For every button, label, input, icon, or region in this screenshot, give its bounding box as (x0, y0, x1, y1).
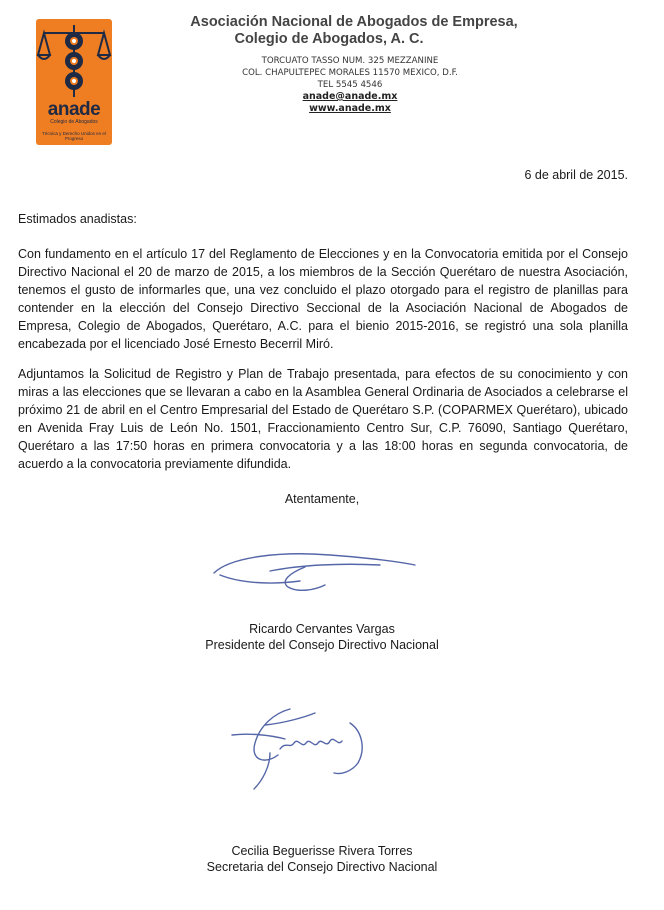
signatory-2 (0, 843, 644, 875)
signature-icon (230, 705, 410, 795)
logo-subtitle: Colegio de Abogados (50, 119, 98, 125)
closing: Atentamente, (284, 492, 360, 506)
signatory-1-title: Presidente del Consejo Directivo Nacional (205, 638, 439, 652)
org-name-line2: Colegio de Abogados, A. C. (234, 31, 424, 47)
email-link[interactable]: anade@anade.mx (302, 91, 398, 102)
paragraph-1: Con fundamento en el artículo 17 del Reglamento de Elecciones y en la Convocatoria emitida por el Consejo Directivo Nacional el 20 de marzo de 2015, a los miembros de la Sección Querétaro de nuestra Asociación, tenemos el gusto de informarles que, una vez concluido el plazo otorgado para el registro de planillas para contender en la elección del Consejo Directivo Seccional de la Asociación Nacional de Abogados de Empresa, Colegio de Abogados, Querétaro, A.C. para el bienio 2015-2016, se registró una sola planilla encabezada por el licenciado José Ernesto Becerril Miró. (18, 247, 628, 351)
address-block (200, 55, 500, 115)
phone: TEL 5545 4546 (317, 80, 383, 90)
org-name-line1: Asociación Nacional de Abogados de Empresa, (190, 14, 518, 30)
address-line1: TORCUATO TASSO NUM. 325 MEZZANINE (261, 56, 439, 66)
paragraph-2: Adjuntamos la Solicitud de Registro y Plan de Trabajo presentada, para efectos de su conocimiento y con miras a las elecciones que se llevaran a cabo en la Asamblea General Ordinaria de Asociados a celebrarse el próximo 21 de abril en el Centro Empresarial del Estado de Querétaro S.P. (COPARMEX Querétaro), ubicado en Avenida Fray Luis de León No. 1501, Fraccionamiento Centro Sur, C.P. 76090, Santiago Querétaro, Querétaro a las 17:50 horas en primera convocatoria y a las 18:00 horas en segunda convocatoria, de acuerdo a la convocatoria previamente difundida. (18, 367, 628, 471)
scales-gears-icon (36, 19, 112, 101)
website-link[interactable]: www.anade.mx (309, 103, 391, 114)
signatory-1 (0, 621, 644, 653)
address-line2: COL. CHAPULTEPEC MORALES 11570 MEXICO, D.F. (242, 68, 458, 78)
salutation: Estimados anadistas: (18, 212, 137, 226)
organization-name (174, 14, 534, 48)
signatory-1-name: Ricardo Cervantes Vargas (249, 622, 395, 636)
logo-tagline: Técnica y Derecho Unidos en el Progreso (42, 131, 106, 141)
letter-date: 6 de abril de 2015. (524, 168, 628, 182)
signature-icon (210, 535, 430, 595)
signatory-2-name: Cecilia Beguerisse Rivera Torres (231, 844, 413, 858)
anade-logo (36, 19, 112, 145)
signatory-2-title: Secretaria del Consejo Directivo Nacional (206, 860, 438, 874)
logo-brand: anade (47, 99, 101, 120)
